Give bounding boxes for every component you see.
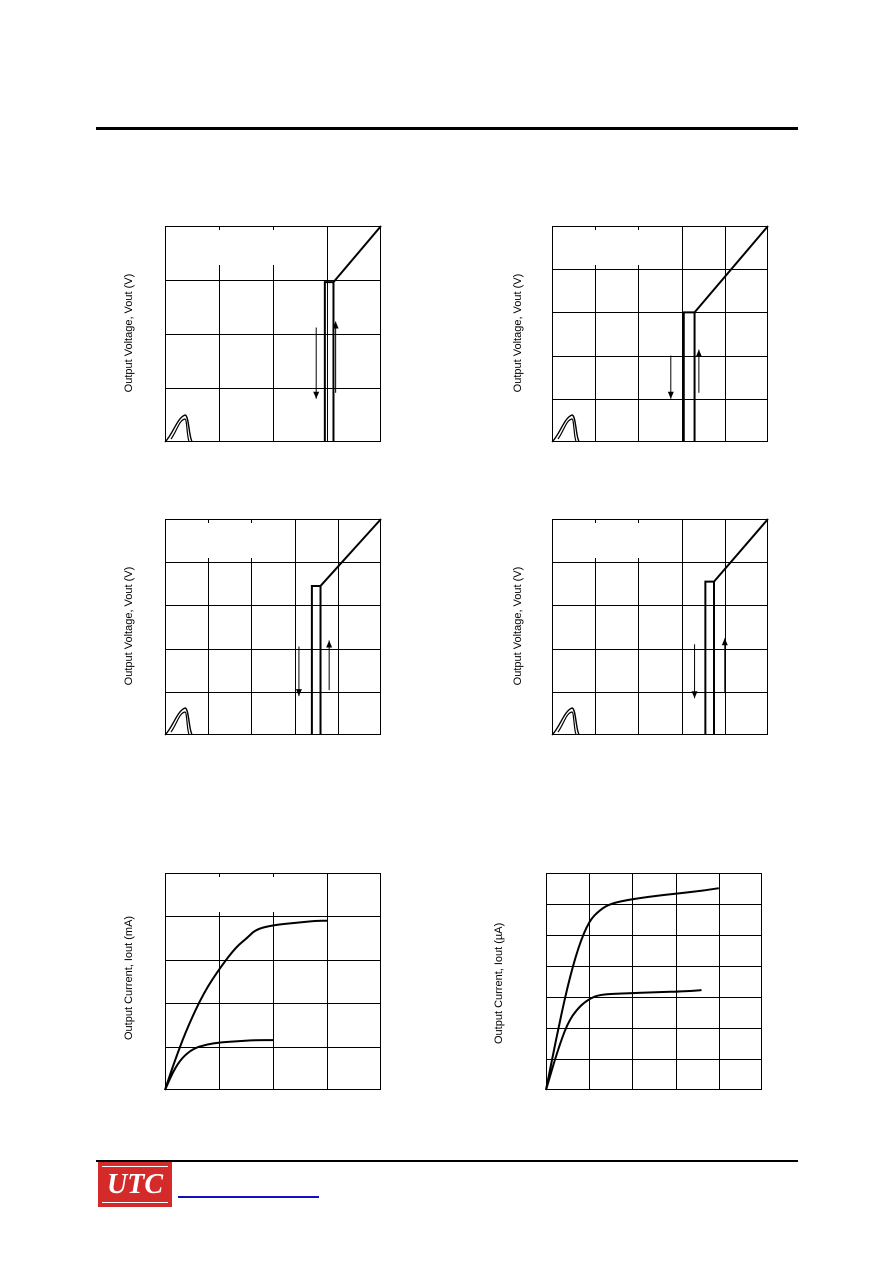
plot-frame (547, 874, 762, 1090)
down-arrow-head (668, 392, 674, 399)
output-follow-line (714, 519, 768, 582)
falling-transition-line (312, 586, 321, 735)
output-current-chart-2 (546, 873, 762, 1090)
falling-transition-line (684, 312, 695, 442)
output-voltage-chart-3 (165, 519, 381, 735)
output-voltage-chart-1 (165, 226, 381, 442)
up-arrow-head (326, 640, 332, 647)
utc-logo (98, 1162, 172, 1207)
website-link-underline[interactable] (178, 1196, 319, 1198)
plot-frame (166, 520, 381, 735)
header-rule (96, 127, 798, 130)
output-voltage-chart-4 (552, 519, 768, 735)
y-axis-label: Output Voltage, Vout (V) (512, 566, 524, 686)
up-arrow-head (696, 350, 702, 357)
up-arrow-head (722, 638, 728, 645)
logo-line (102, 1202, 168, 1203)
output-follow-line (333, 226, 381, 282)
output-current-chart-1 (165, 873, 381, 1090)
plot-frame (553, 520, 768, 735)
y-axis-label: Output Voltage, Vout (V) (123, 566, 135, 686)
series-line (546, 990, 702, 1090)
output-voltage-chart-2 (552, 226, 768, 442)
output-follow-line (321, 519, 381, 586)
plot-frame (553, 227, 768, 442)
falling-transition-line (705, 582, 714, 735)
footer-rule (96, 1160, 798, 1162)
down-arrow-head (692, 691, 698, 698)
y-axis-label: Output Current, Iout (µA) (493, 922, 505, 1044)
logo-text: UTC (107, 1169, 163, 1200)
y-axis-label: Output Current, Iout (mA) (123, 915, 135, 1040)
series-line (165, 921, 327, 1090)
down-arrow-head (313, 392, 319, 399)
y-axis-label: Output Voltage, Vout (V) (123, 273, 135, 393)
falling-transition-line (325, 282, 334, 442)
y-axis-label: Output Voltage, Vout (V) (512, 273, 524, 393)
